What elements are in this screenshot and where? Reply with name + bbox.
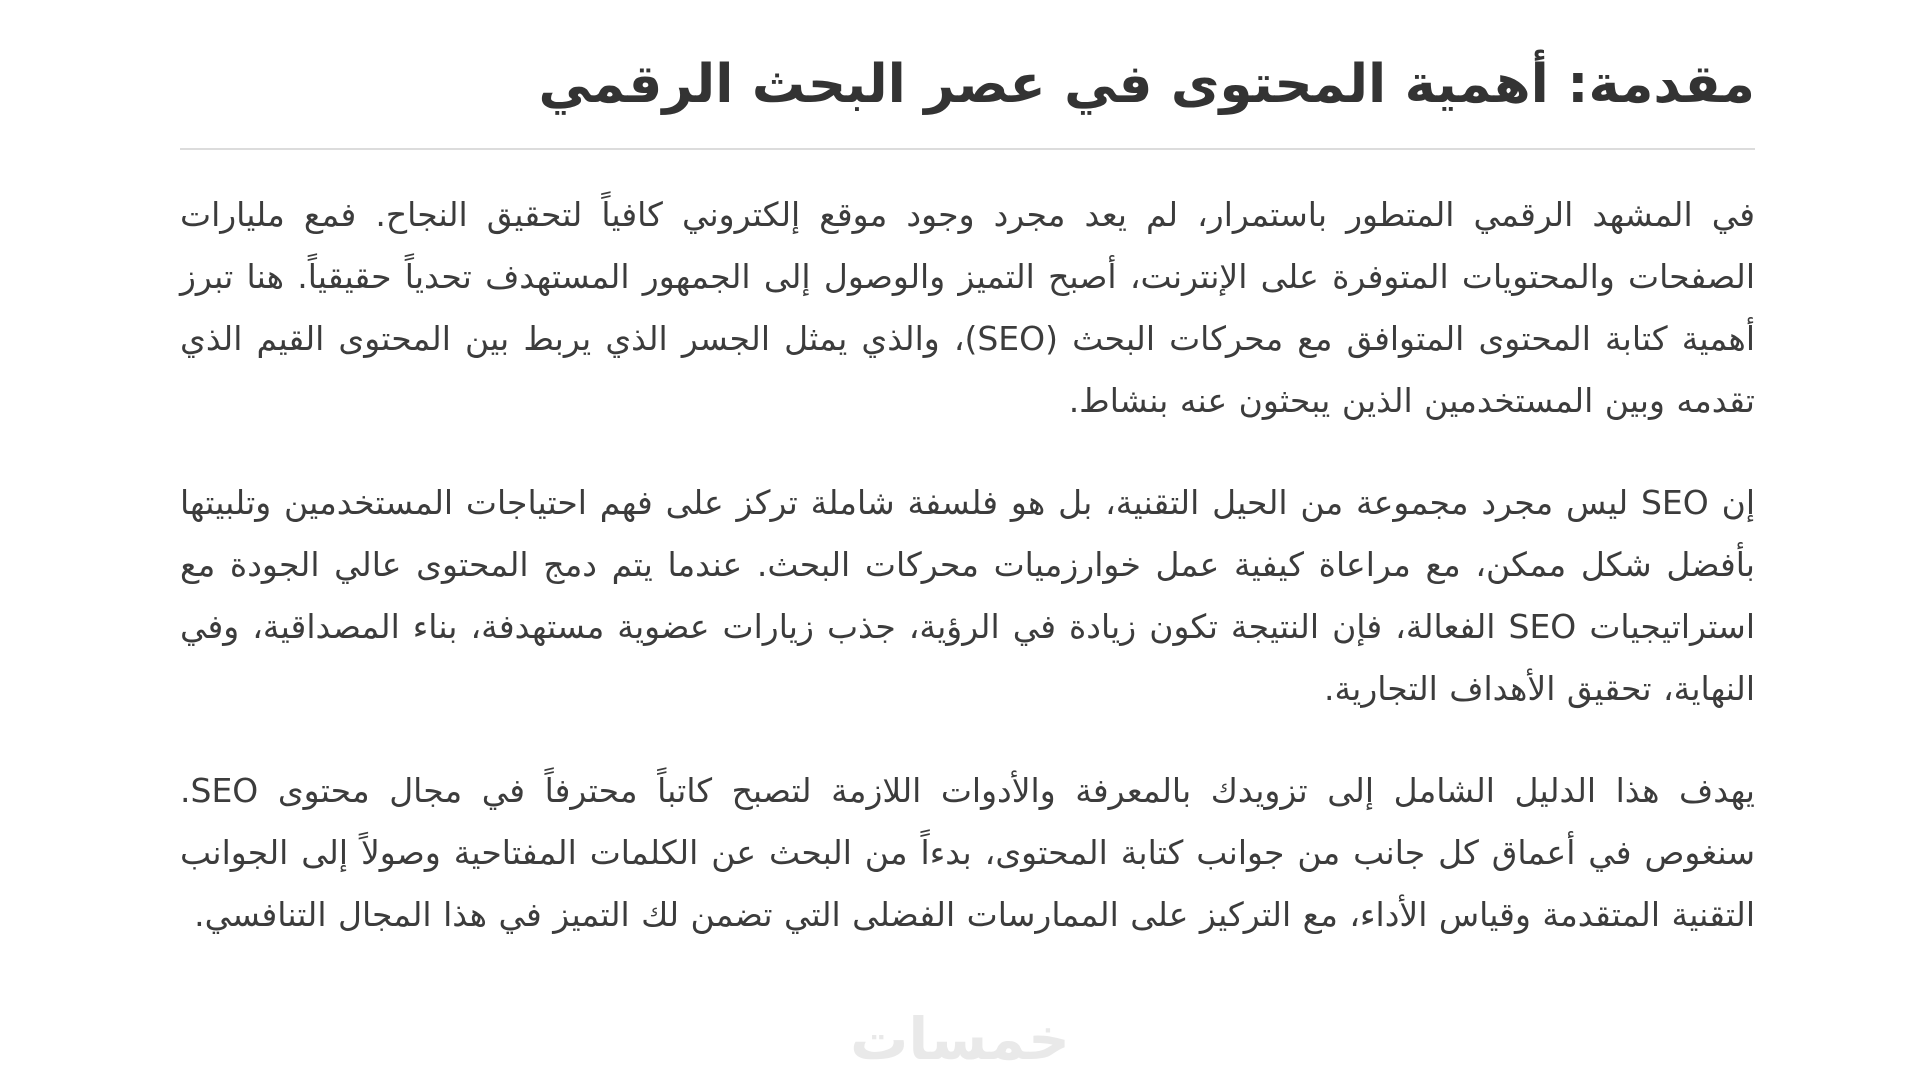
paragraph-seo-philosophy: إن SEO ليس مجرد مجموعة من الحيل التقنية، بل هو فلسفة شاملة تركز على فهم احتياجات المستخدمين وتلبيتها بأفضل شكل ممكن، مع مراعاة كيفية عمل خوارزميات محركات البحث. عندما يتم دمج المحتوى عالي الجودة مع استراتيجيات SEO الفعالة، فإن النتيجة تكون زيادة في الرؤية، جذب زيارات عضوية مستهدفة، بناء المصداقية، وفي النهاية، تحقيق الأهداف التجارية.: [180, 483, 1755, 708]
paragraph-intro: في المشهد الرقمي المتطور باستمرار، لم يعد مجرد وجود موقع إلكتروني كافياً لتحقيق النجاح. فمع مليارات الصفحات والمحتويات المتوفرة على الإنترنت، أصبح التميز والوصول إلى الجمهور المستهدف تحدياً حقيقياً. هنا تبرز أهمية كتابة المحتوى المتوافق مع محركات البحث (SEO)، والذي يمثل الجسر الذي يربط بين المحتوى القيم الذي تقدمه وبين المستخدمين الذين يبحثون عنه بنشاط.: [180, 195, 1755, 420]
article: [180, 40, 1755, 986]
title-divider: [180, 148, 1755, 150]
article-title: مقدمة: أهمية المحتوى في عصر البحث الرقمي: [538, 54, 1755, 115]
paragraph-guide-goal: يهدف هذا الدليل الشامل إلى تزويدك بالمعرفة والأدوات اللازمة لتصبح كاتباً محترفاً في مجال محتوى SEO. سنغوص في أعماق كل جانب من جوانب كتابة المحتوى، بدءاً من البحث عن الكلمات المفتاحية وصولاً إلى الجوانب التقنية المتقدمة وقياس الأداء، مع التركيز على الممارسات الفضلى التي تضمن لك التميز في هذا المجال التنافسي.: [180, 771, 1755, 934]
khamsat-watermark-logo: خمسات: [850, 1005, 1070, 1073]
